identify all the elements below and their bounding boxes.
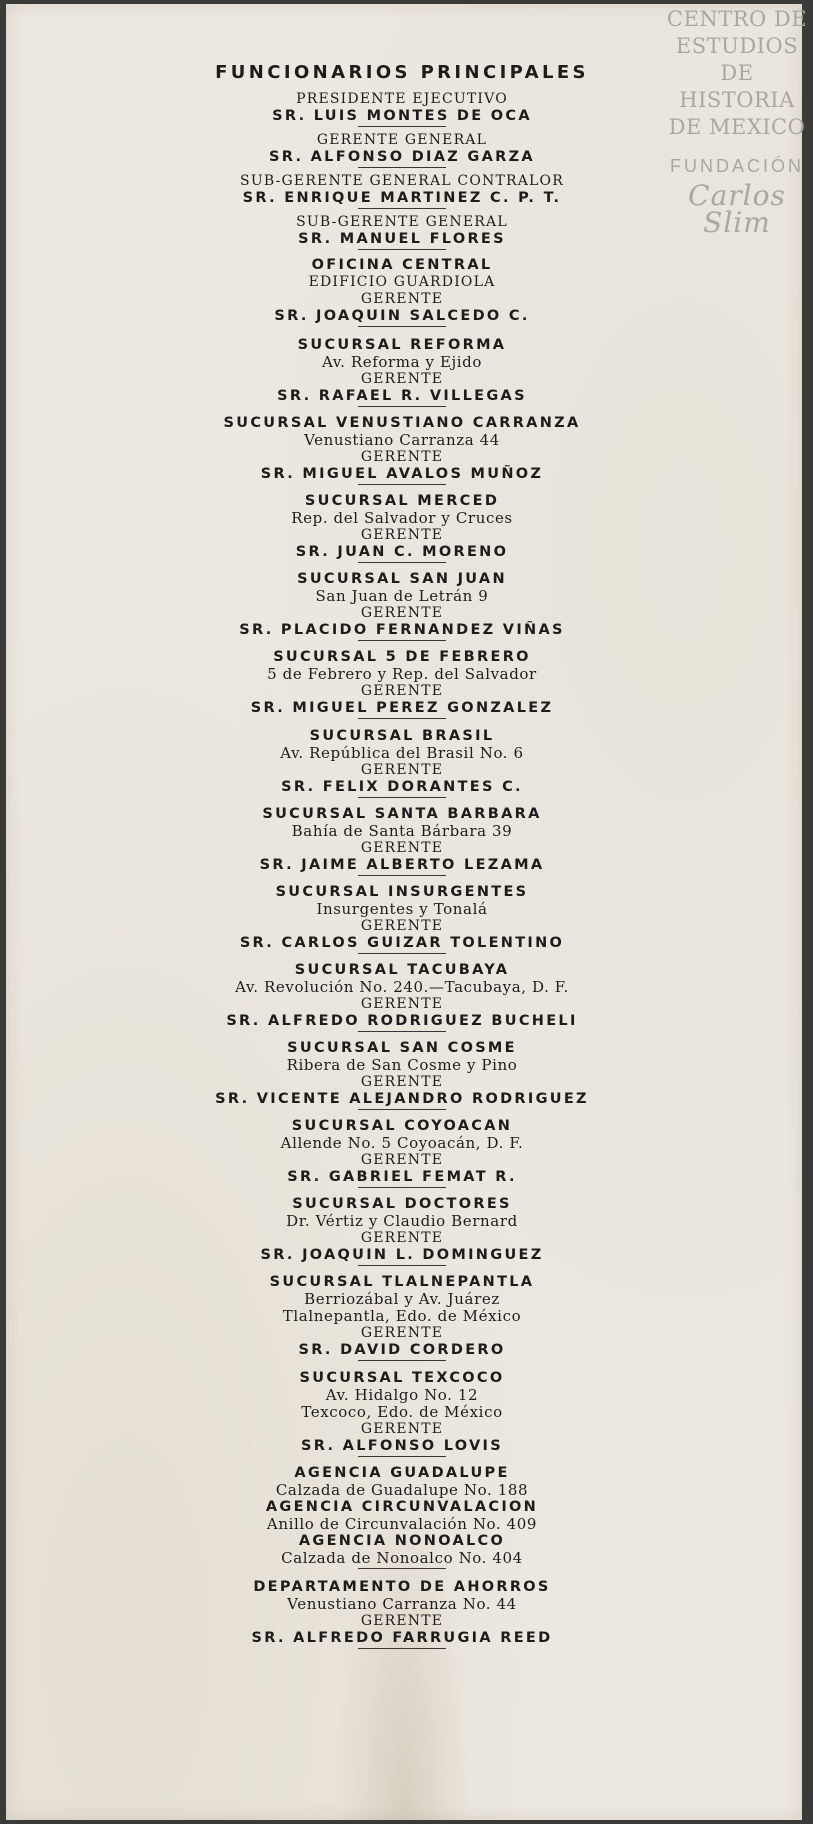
- role-label: GERENTE: [360, 449, 444, 465]
- entry-heading: SR. ALFONSO DIAZ GARZA: [269, 149, 535, 165]
- entry-heading: SUCURSAL SAN COSME: [287, 1040, 517, 1056]
- role-label: GERENTE: [360, 762, 444, 778]
- entry-heading: SR. JAIME ALBERTO LEZAMA: [259, 857, 545, 873]
- entry-heading: SUCURSAL INSURGENTES: [275, 884, 529, 900]
- divider-rule: [358, 406, 446, 407]
- role-label: GERENTE: [360, 1421, 444, 1437]
- officer-group: [192, 728, 612, 798]
- address-line: Av. Reforma y Ejido: [322, 353, 482, 371]
- address-line: Ribera de San Cosme y Pino: [286, 1056, 518, 1074]
- officer-groups: [192, 91, 612, 1649]
- role-label: GERENTE: [360, 918, 444, 934]
- entry-heading: SR. DAVID CORDERO: [298, 1342, 506, 1358]
- role-label: GERENTE: [360, 1230, 444, 1246]
- entry-heading: SUCURSAL TLALNEPANTLA: [269, 1274, 535, 1290]
- watermark-fundacion: FUNDACIÓN: [670, 156, 804, 176]
- officer-group: [192, 1370, 612, 1457]
- entry-heading: SUCURSAL MERCED: [304, 493, 500, 509]
- entry-heading: SR. JUAN C. MORENO: [295, 544, 509, 560]
- role-label: PRESIDENTE EJECUTIVO: [296, 91, 508, 107]
- officer-group: [192, 962, 612, 1032]
- divider-rule: [358, 1648, 446, 1649]
- divider-rule: [358, 797, 446, 798]
- entry-heading: SUCURSAL SAN JUAN: [297, 571, 507, 587]
- watermark-line: CENTRO DE: [666, 7, 808, 31]
- officer-group: [192, 1465, 612, 1569]
- address-line: Av. República del Brasil No. 6: [280, 744, 524, 762]
- watermark-signature: Carlos Slim: [688, 179, 786, 239]
- address-line: 5 de Febrero y Rep. del Salvador: [267, 665, 537, 683]
- watermark-line: ESTUDIOS: [675, 34, 799, 58]
- address-line: Berriozábal y Av. Juárez: [304, 1290, 500, 1308]
- role-label: GERENTE: [360, 527, 444, 543]
- role-label: EDIFICIO GUARDIOLA: [308, 274, 496, 290]
- officer-group: [192, 173, 612, 209]
- entry-heading: SR. MANUEL FLORES: [298, 231, 506, 247]
- divider-rule: [358, 718, 446, 719]
- role-label: GERENTE: [360, 1325, 444, 1341]
- divider-rule: [358, 953, 446, 954]
- divider-rule: [358, 1456, 446, 1457]
- address-line: Av. Hidalgo No. 12: [325, 1386, 479, 1404]
- officer-group: [192, 1040, 612, 1110]
- officer-group: [192, 1579, 612, 1649]
- role-label: SUB-GERENTE GENERAL CONTRALOR: [240, 173, 564, 189]
- role-label: GERENTE: [360, 1152, 444, 1168]
- entry-heading: SR. CARLOS GUIZAR TOLENTINO: [239, 935, 565, 951]
- entry-heading: SUCURSAL REFORMA: [297, 337, 507, 353]
- role-label: GERENTE: [360, 605, 444, 621]
- officer-group: [192, 337, 612, 407]
- officer-group: [192, 571, 612, 641]
- divider-rule: [358, 1568, 446, 1569]
- entry-heading: OFICINA CENTRAL: [311, 257, 493, 273]
- address-line: Insurgentes y Tonalá: [316, 900, 488, 918]
- divider-rule: [358, 640, 446, 641]
- role-label: GERENTE: [360, 371, 444, 387]
- divider-rule: [358, 167, 446, 168]
- watermark-line: DE HISTORIA: [679, 61, 795, 112]
- officer-group: [192, 214, 612, 250]
- entry-heading: SR. MIGUEL AVALOS MUÑOZ: [260, 466, 544, 482]
- entry-heading: SR. ALFREDO FARRUGIA REED: [251, 1630, 553, 1646]
- role-label: GERENTE GENERAL: [316, 132, 488, 148]
- archive-watermark: [662, 6, 812, 239]
- address-line: Venustiano Carranza 44: [304, 431, 500, 449]
- officer-group: [192, 649, 612, 719]
- entry-heading: SUCURSAL DOCTORES: [292, 1196, 512, 1212]
- address-line: San Juan de Letrán 9: [315, 587, 489, 605]
- divider-rule: [358, 208, 446, 209]
- officer-group: [192, 493, 612, 563]
- address-line: Tlalnepantla, Edo. de México: [282, 1307, 522, 1325]
- divider-rule: [358, 562, 446, 563]
- page-title: FUNCIONARIOS PRINCIPALES: [215, 62, 589, 83]
- entry-heading: AGENCIA NONOALCO: [298, 1533, 506, 1549]
- role-label: GERENTE: [360, 996, 444, 1012]
- entry-heading: SR. ALFREDO RODRIGUEZ BUCHELI: [226, 1013, 578, 1029]
- entry-heading: SR. JOAQUIN L. DOMINGUEZ: [260, 1247, 544, 1263]
- address-line: Bahía de Santa Bárbara 39: [291, 822, 513, 840]
- officer-group: [192, 132, 612, 168]
- entry-heading: AGENCIA CIRCUNVALACION: [265, 1499, 539, 1515]
- divider-rule: [358, 326, 446, 327]
- entry-heading: DEPARTAMENTO DE AHORROS: [253, 1579, 551, 1595]
- entry-heading: SR. RAFAEL R. VILLEGAS: [277, 388, 527, 404]
- officer-group: [192, 884, 612, 954]
- officer-group: [192, 91, 612, 127]
- officer-group: [192, 806, 612, 876]
- entry-heading: SUCURSAL TACUBAYA: [294, 962, 510, 978]
- role-label: SUB-GERENTE GENERAL: [296, 214, 508, 230]
- document-card: [6, 4, 808, 1820]
- divider-rule: [358, 1360, 446, 1361]
- entry-heading: SUCURSAL COYOACAN: [291, 1118, 513, 1134]
- divider-rule: [358, 484, 446, 485]
- address-line: Venustiano Carranza No. 44: [287, 1595, 517, 1613]
- entry-heading: SR. ENRIQUE MARTINEZ C. P. T.: [242, 190, 562, 206]
- divider-rule: [358, 1031, 446, 1032]
- entry-heading: AGENCIA GUADALUPE: [294, 1465, 510, 1481]
- officers-listing: [192, 62, 612, 1649]
- officer-group: [192, 415, 612, 485]
- address-line: Allende No. 5 Coyoacán, D. F.: [280, 1134, 524, 1152]
- entry-heading: SUCURSAL 5 DE FEBRERO: [273, 649, 531, 665]
- address-line: Calzada de Nonoalco No. 404: [281, 1549, 523, 1567]
- officer-group: [192, 1196, 612, 1266]
- entry-heading: SR. LUIS MONTES DE OCA: [272, 108, 532, 124]
- divider-rule: [358, 1109, 446, 1110]
- role-label: GERENTE: [360, 1074, 444, 1090]
- entry-heading: SUCURSAL VENUSTIANO CARRANZA: [223, 415, 581, 431]
- divider-rule: [358, 126, 446, 127]
- address-line: Av. Revolución No. 240.—Tacubaya, D. F.: [235, 978, 569, 996]
- address-line: Rep. del Salvador y Cruces: [291, 509, 513, 527]
- officer-group: [192, 1274, 612, 1361]
- address-line: Texcoco, Edo. de México: [301, 1403, 503, 1421]
- entry-heading: SR. JOAQUIN SALCEDO C.: [274, 308, 530, 324]
- role-label: GERENTE: [360, 291, 444, 307]
- divider-rule: [358, 1265, 446, 1266]
- entry-heading: SUCURSAL TEXCOCO: [299, 1370, 505, 1386]
- watermark-line: DE MEXICO: [668, 115, 806, 139]
- address-line: Dr. Vértiz y Claudio Bernard: [286, 1212, 518, 1230]
- officer-group: [192, 1118, 612, 1188]
- entry-heading: SR. FELIX DORANTES C.: [281, 779, 523, 795]
- role-label: GERENTE: [360, 683, 444, 699]
- role-label: GERENTE: [360, 1613, 444, 1629]
- entry-heading: SR. ALFONSO LOVIS: [301, 1438, 503, 1454]
- entry-heading: SR. MIGUEL PEREZ GONZALEZ: [250, 700, 554, 716]
- entry-heading: SUCURSAL BRASIL: [309, 728, 495, 744]
- officer-group: [192, 257, 612, 327]
- address-line: Anillo de Circunvalación No. 409: [266, 1515, 538, 1533]
- address-line: Calzada de Guadalupe No. 188: [275, 1481, 529, 1499]
- divider-rule: [358, 249, 446, 250]
- entry-heading: SUCURSAL SANTA BARBARA: [262, 806, 542, 822]
- role-label: GERENTE: [360, 840, 444, 856]
- entry-heading: SR. GABRIEL FEMAT R.: [287, 1169, 517, 1185]
- entry-heading: SR. PLACIDO FERNANDEZ VIÑAS: [239, 622, 565, 638]
- divider-rule: [358, 875, 446, 876]
- divider-rule: [358, 1187, 446, 1188]
- entry-heading: SR. VICENTE ALEJANDRO RODRIGUEZ: [215, 1091, 589, 1107]
